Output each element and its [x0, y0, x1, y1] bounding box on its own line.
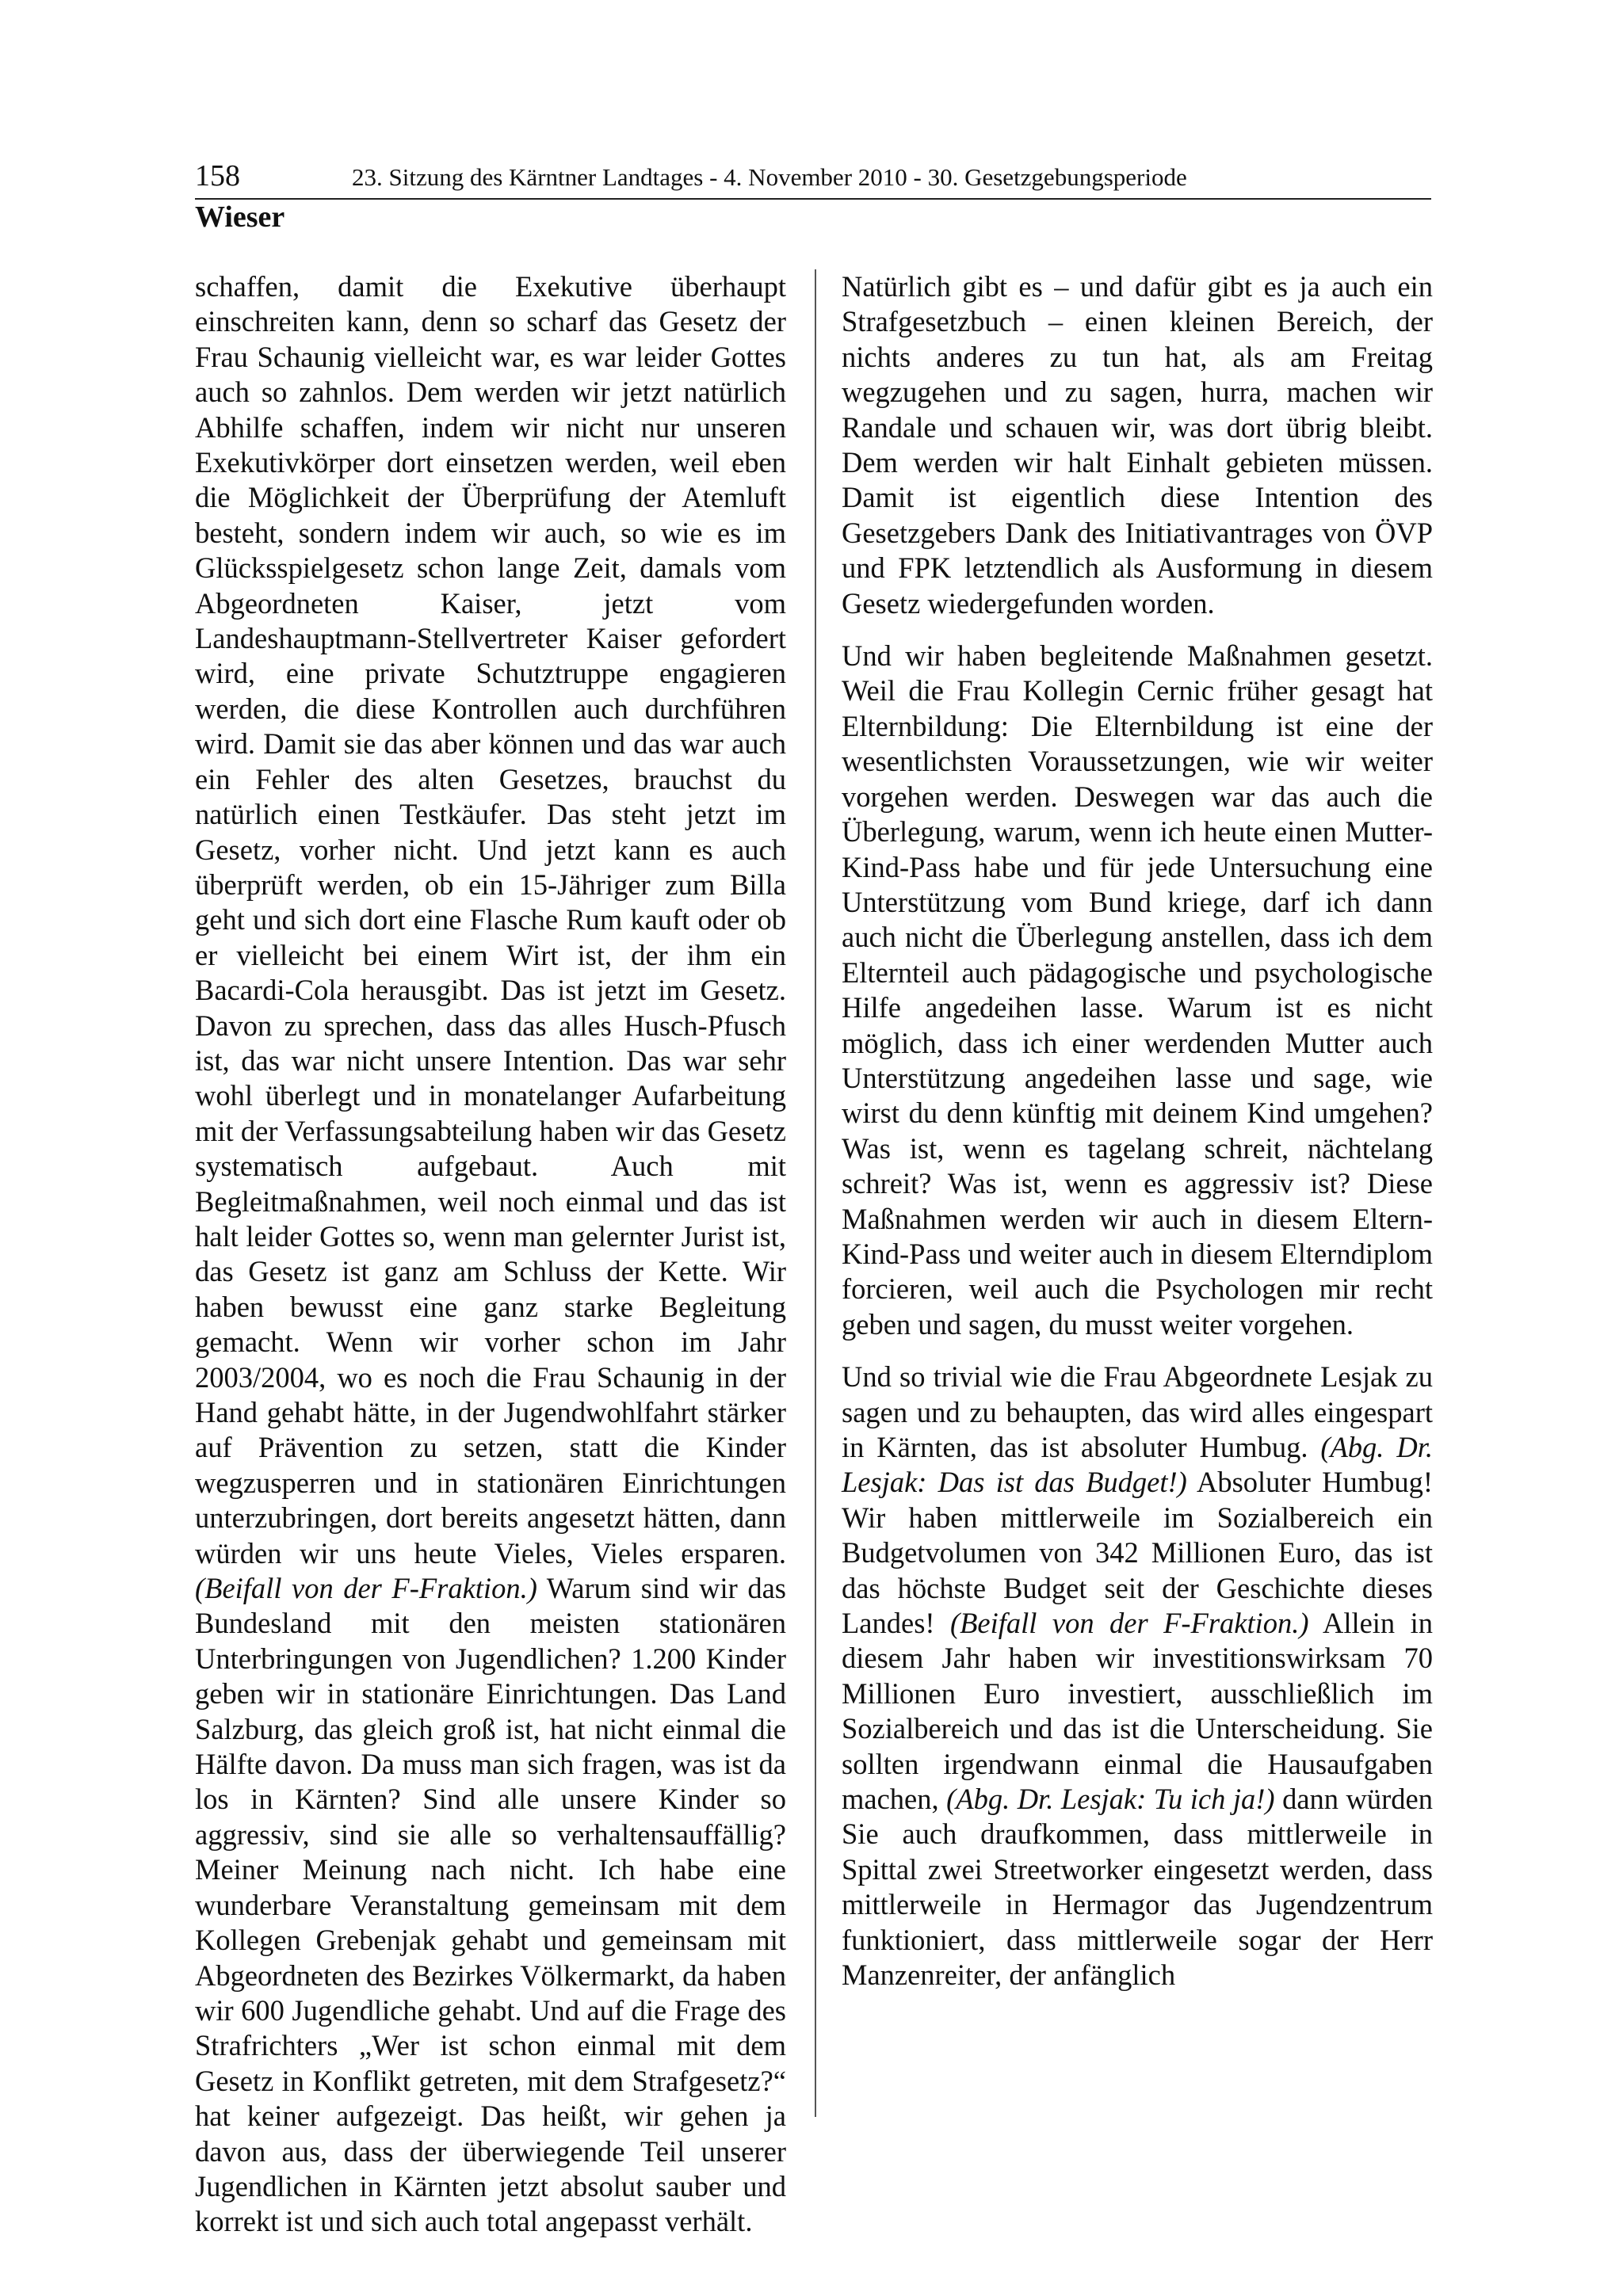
paragraph	[195, 269, 786, 2240]
paragraph	[842, 1360, 1433, 1993]
speaker-name: Wieser	[195, 200, 285, 234]
text-segment: Absoluter Humbug! Wir haben mittlerweile im Sozialbereich ein Budgetvolumen von 342 Millionen Euro, das ist das höchste Budget seit der Geschichte dieses Landes!	[842, 1466, 1434, 1640]
running-title: 23. Sitzung des Kärntner Landtages - 4. November 2010 - 30. Gesetzgebungsperiode	[352, 163, 1187, 191]
right-column	[842, 269, 1433, 2011]
column-divider	[815, 269, 816, 2117]
text-segment: Und so trivial wie die Frau Abgeordnete Lesjak zu sagen und zu behaupten, das wird alles eingespart in Kärnten, das ist absoluter Humbug.	[842, 1360, 1433, 1463]
interjection: (Abg. Dr. Lesjak: Das ist das Budget!)	[842, 1431, 1433, 1499]
interjection: (Beifall von der F-Fraktion.)	[195, 1572, 537, 1605]
text-segment: schaffen, damit die Exekutive überhaupt einschreiten kann, denn so scharf das Gesetz der Frau Schaunig vielleicht war, es war leider Gottes auch so zahnlos. Dem werden wir jetzt natürlich Abhilfe schaffen, indem wir nicht nur unseren Exekutivkörper dort einsetzen werden, weil eben die Möglichkeit der Überprüfung der Atemluft besteht, sondern indem wir auch, so wie es im Glücksspielgesetz schon lange Zeit, damals vom Abgeordneten Kaiser, jetzt vom Landeshauptmann-Stellvertreter Kaiser gefordert wird, eine private Schutztruppe engagieren werden, die diese Kontrollen auch durchführen wird. Damit sie das aber können und das war auch ein Fehler des alten Gesetzes, brauchst du natürlich einen Testkäufer. Das steht jetzt im Gesetz, vorher nicht. Und jetzt kann es auch überprüft werden, ob ein 15-Jähriger zum Billa geht und sich dort eine Flasche Rum kauft oder ob er vielleicht bei einem Wirt ist, der ihm ein Bacardi-Cola herausgibt. Das ist jetzt im Gesetz. Davon zu sprechen, dass das alles Husch-Pfusch ist, das war nicht unsere Intention. Das war sehr wohl überlegt und in monatelanger Aufarbeitung mit der Verfassungsabteilung haben wir das Gesetz systematisch aufgebaut. Auch mit Begleitmaßnahmen, weil noch einmal und das ist halt leider Gottes so, wenn man gelernter Jurist ist, das Gesetz ist ganz am Schluss der Kette. Wir haben bewusst eine ganz starke Begleitung gemacht. Wenn wir vorher schon im Jahr 2003/2004, wo es noch die Frau Schaunig in der Hand gehabt hätte, in der Jugendwohlfahrt stärker auf Prävention zu setzen, statt die Kinder wegzusperren und in stationären Einrichtungen unterzubringen, dort bereits angesetzt hätten, dann würden wir uns heute Vieles, Vieles ersparen.	[195, 270, 786, 1569]
paragraph: Natürlich gibt es – und dafür gibt es ja auch ein Strafgesetzbuch – einen kleinen Bereich, der nichts anderes zu tun hat, als am Freitag wegzugehen und zu sagen, hurra, machen wir Randale und schauen wir, was dort übrig bleibt. Dem werden wir halt Einhalt gebieten müssen. Damit ist eigentlich diese Intention des Gesetzgebers Dank des Initiativantrages von ÖVP und FPK letztendlich als Ausformung in diesem Gesetz wiedergefunden worden.	[842, 270, 1433, 620]
text-segment: Allein in diesem Jahr haben wir investitionswirksam 70 Millionen Euro investiert, ausschließlich im Sozialbereich und das ist die Unterscheidung. Sie sollten irgendwann einmal die Hausaufgaben machen,	[842, 1607, 1433, 1816]
paragraph: Und wir haben begleitende Maßnahmen gesetzt. Weil die Frau Kollegin Cernic früher gesagt hat Elternbildung: Die Elternbildung ist eine der wesentlichsten Voraussetzungen, wie wir weiter vorgehen werden. Deswegen war das auch die Überlegung, warum, wenn ich heute einen Mutter-Kind-Pass habe und für jede Untersuchung eine Unterstützung vom Bund kriege, darf ich dann auch nicht die Überlegung anstellen, dass ich dem Elternteil auch pädagogische und psychologische Hilfe angedeihen lasse. Warum ist es nicht möglich, dass ich einer werdenden Mutter auch Unterstützung angedeihen lasse und sage, wie wirst du denn künftig mit deinem Kind umgehen? Was ist, wenn es tagelang schreit, nächtelang schreit? Was ist, wenn es aggressiv ist? Diese Maßnahmen werden wir auch in diesem Eltern-Kind-Pass und weiter auch in diesem Elterndiplom forcieren, weil auch die Psychologen mir recht geben und sagen, du musst weiter vorgehen.	[842, 639, 1433, 1341]
interjection: (Beifall von der F-Fraktion.)	[949, 1607, 1309, 1640]
text-segment: Warum sind wir das Bundesland mit den meisten stationären Unterbringungen von Jugendlichen? 1.200 Kinder geben wir in stationäre Einrichtungen. Das Land Salzburg, das gleich groß ist, hat nicht einmal die Hälfte davon. Da muss man sich fragen, was ist da los in Kärnten? Sind alle unsere Kinder so aggressiv, sind sie alle so verhaltensauffällig? Meiner Meinung nach nicht. Ich habe eine wunderbare Veranstaltung gemeinsam mit dem Kollegen Grebenjak gehabt und gemeinsam mit Abgeordneten des Bezirkes Völkermarkt, da haben wir 600 Jugendliche gehabt. Und auf die Frage des Strafrichters „Wer ist schon einmal mit dem Gesetz in Konflikt getreten, mit dem Strafgesetz?“ hat keiner aufgezeigt. Das heißt, wir gehen ja davon aus, dass der überwiegende Teil unserer Jugendlichen in Kärnten jetzt absolut sauber und korrekt ist und sich auch total angepasst verhält.	[195, 1572, 786, 2238]
interjection: (Abg. Dr. Lesjak: Tu ich ja!)	[946, 1783, 1275, 1816]
page-number: 158	[195, 159, 240, 193]
left-column	[195, 269, 786, 2257]
text-segment: dann würden Sie auch draufkommen, dass mittlerweile in Spittal zwei Streetworker eingesetzt werden, dass mittlerweile in Hermagor das Jugendzentrum funktioniert, dass mittlerweile sogar der Herr Manzenreiter, der anfänglich	[842, 1783, 1433, 1992]
page-header	[195, 155, 1431, 200]
